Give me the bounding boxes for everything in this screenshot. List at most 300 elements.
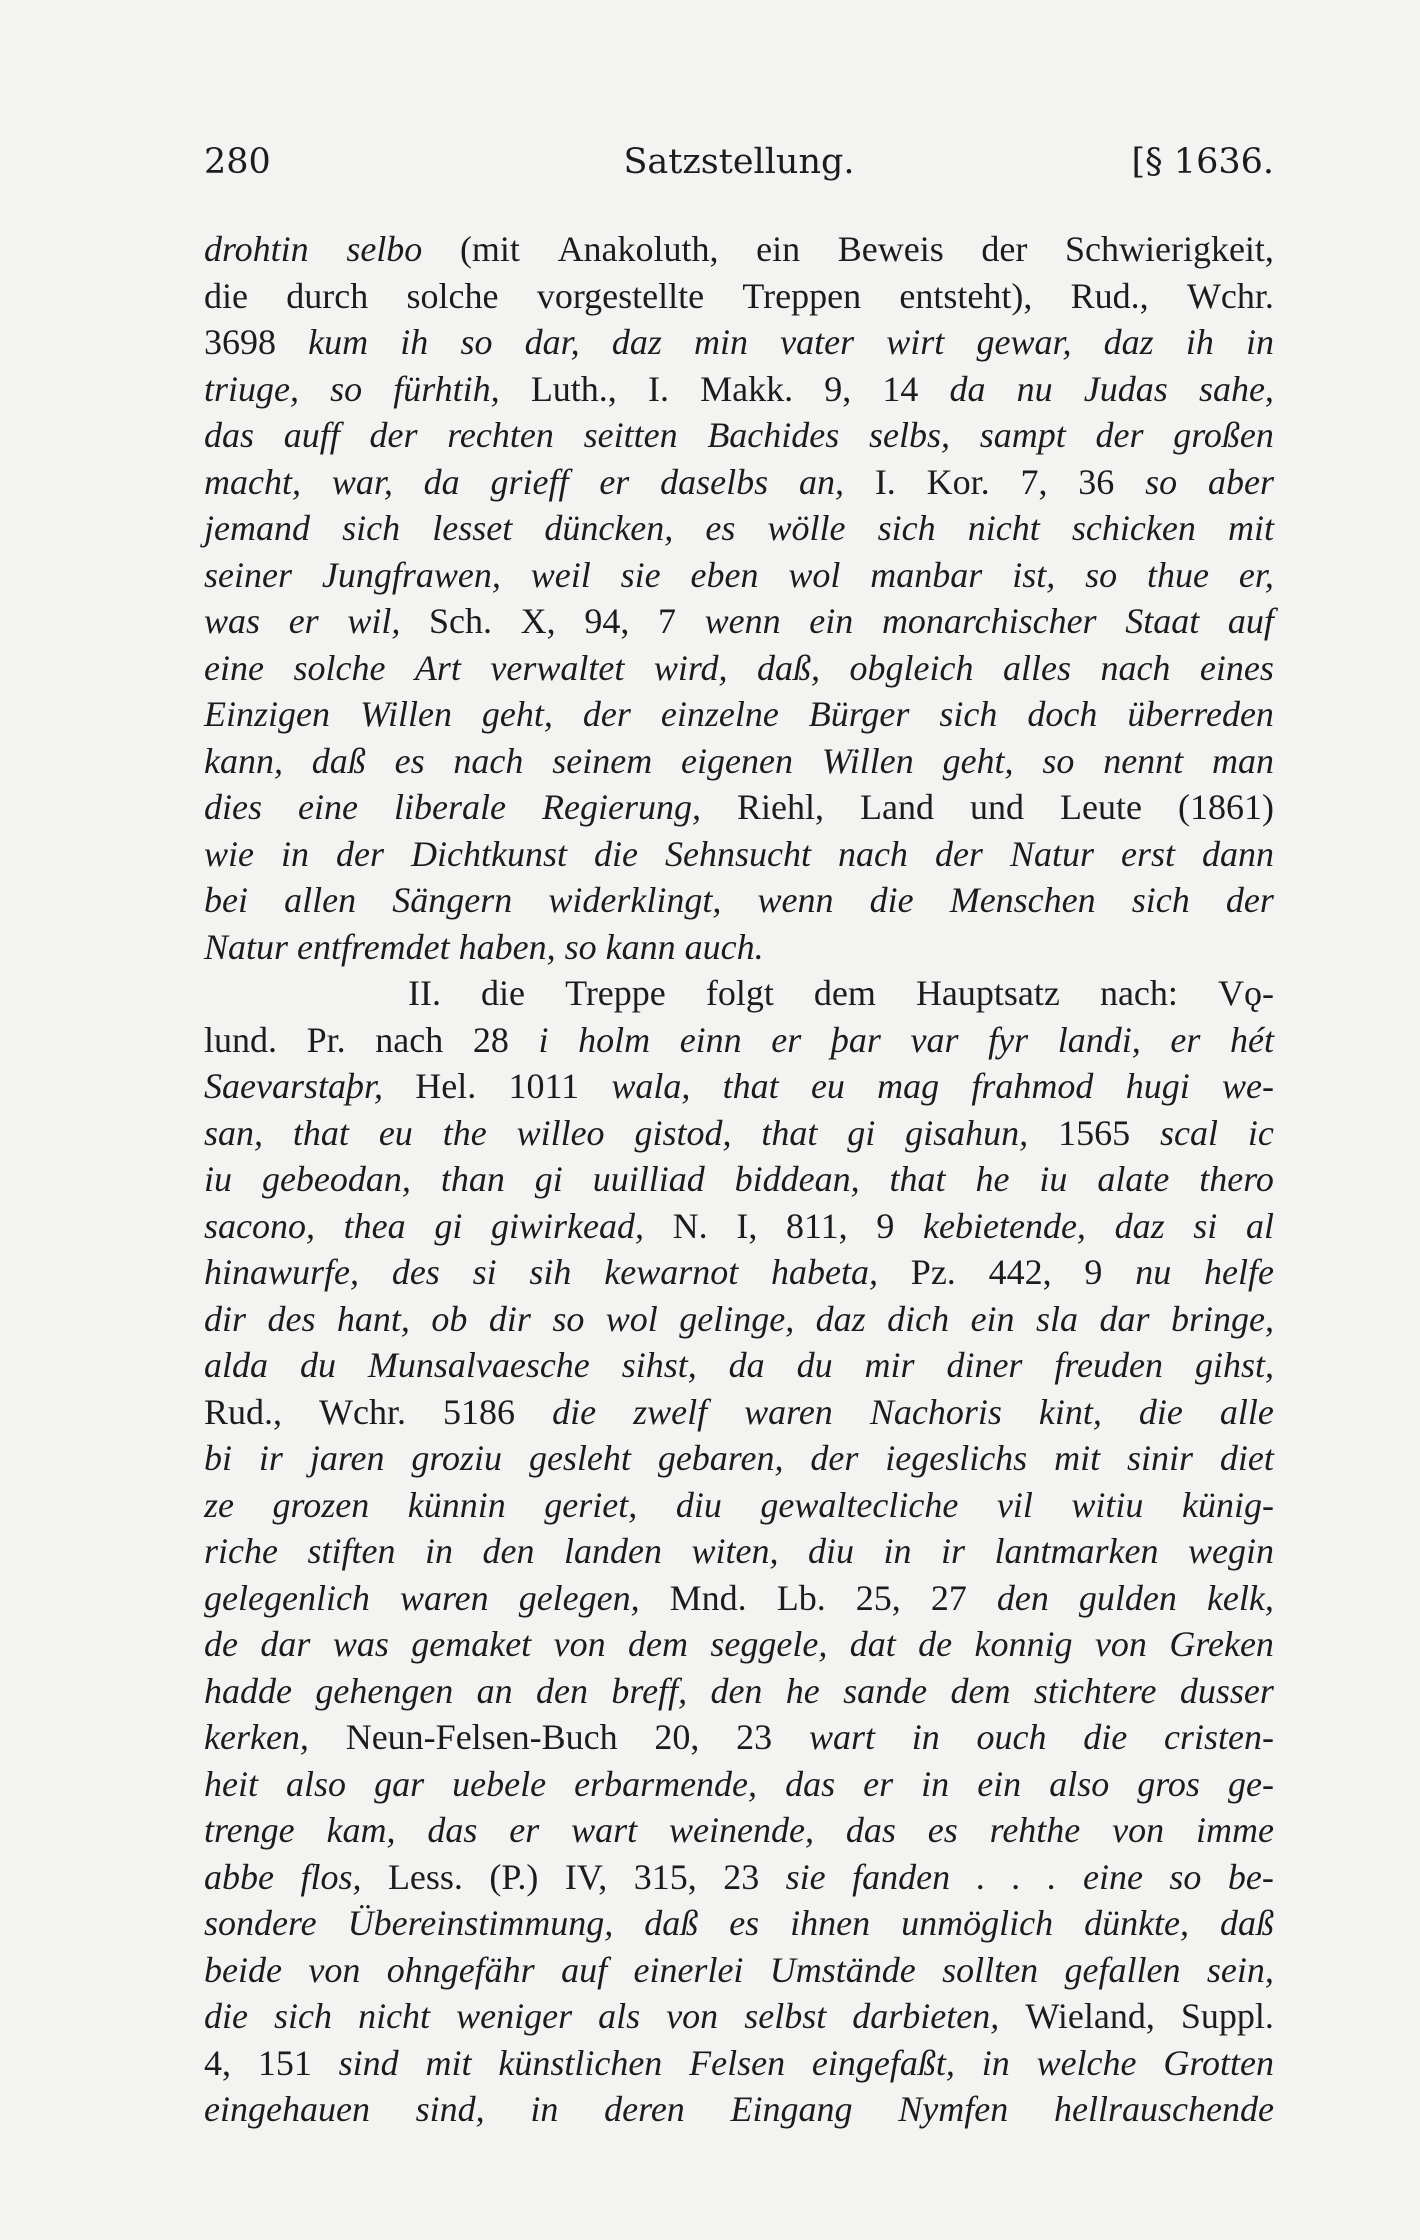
word: und (969, 787, 1024, 827)
quoted-word: unmöglich (901, 1903, 1054, 1943)
quoted-word: Menschen (949, 880, 1096, 920)
quoted-word: iu (1039, 1159, 1068, 1199)
text-line (204, 1993, 1274, 2040)
quoted-word: Willen (359, 694, 452, 734)
quoted-word: lantmarken (994, 1531, 1159, 1571)
quoted-word: seggele, (710, 1624, 828, 1664)
quoted-word: wala, (611, 1066, 691, 1106)
text-line (204, 1575, 1274, 1622)
quoted-word: er (863, 1763, 894, 1804)
word: dem (813, 973, 876, 1013)
quoted-word: seinem (552, 740, 653, 781)
quoted-word: hét (1229, 1019, 1274, 1060)
quoted-word: gistod, (634, 1112, 732, 1153)
quoted-word: von (1094, 1624, 1147, 1664)
quoted-word: der (582, 694, 631, 734)
quoted-word: riche (204, 1531, 278, 1571)
quoted-word: he (785, 1670, 820, 1711)
quoted-word: das (427, 1810, 478, 1850)
quoted-word: selbo (346, 229, 423, 269)
quoted-word: gulden (1078, 1577, 1177, 1618)
quoted-word: sein, (1206, 1949, 1274, 1990)
quoted-word: willeo (516, 1112, 605, 1153)
word: (mit (459, 229, 520, 269)
word: lund. (204, 1019, 278, 1060)
quoted-word: widerklingt, (548, 880, 722, 920)
quoted-word: habeta, (771, 1252, 878, 1292)
quoted-word: waren (399, 1577, 489, 1618)
quoted-word: dünkte, (1084, 1903, 1190, 1943)
quoted-word: war, (331, 461, 393, 502)
quoted-word: einerlei (633, 1949, 744, 1990)
text-line (204, 1156, 1274, 1203)
quoted-word: ir (258, 1438, 283, 1478)
quoted-word: sich (939, 694, 998, 734)
quoted-word: der (369, 415, 418, 455)
quoted-word: landen (563, 1531, 662, 1571)
quoted-word: daz (1103, 322, 1154, 362)
quoted-word: san, (204, 1112, 264, 1153)
word: Pr. (306, 1019, 346, 1060)
word: 9 (876, 1205, 895, 1246)
quoted-word: in (530, 2089, 559, 2129)
quoted-word: selbst (744, 1996, 827, 2036)
quoted-word: alate (1097, 1159, 1170, 1199)
quoted-word: er (509, 1810, 540, 1850)
quoted-word: geriet, (544, 1484, 638, 1525)
quoted-word: Judas (1083, 368, 1168, 409)
quoted-word: cristen- (1164, 1717, 1274, 1757)
quoted-word: entfremdet (297, 926, 459, 967)
quoted-word: gemaket (411, 1624, 532, 1664)
quoted-word: nicht (967, 508, 1040, 548)
quoted-word: giwirkead, (491, 1205, 644, 1246)
quoted-word: mag (877, 1066, 940, 1106)
quoted-word: dar (1099, 1298, 1150, 1339)
quoted-word: thue (1147, 554, 1209, 595)
quoted-word: daselbs (660, 461, 769, 502)
quoted-word: da (728, 1345, 765, 1385)
quoted-word: was (332, 1624, 389, 1664)
quoted-word: gesleht (528, 1438, 631, 1478)
quoted-word: an (476, 1670, 513, 1711)
text-line (204, 1342, 1274, 1389)
quoted-word: der (810, 1438, 859, 1478)
quoted-word: sich (342, 508, 401, 548)
quoted-word: bei (204, 880, 248, 920)
word: N. (672, 1205, 708, 1246)
quoted-word: fyr (988, 1019, 1029, 1060)
quoted-word: diu (675, 1484, 722, 1525)
quoted-word: du (299, 1345, 336, 1385)
quoted-word: düncken, (544, 508, 674, 548)
quoted-word: si (472, 1252, 497, 1292)
quoted-word: wenn (704, 601, 781, 641)
word: Anakoluth, (557, 229, 719, 269)
quoted-word: des (267, 1298, 316, 1339)
quoted-word: ih (1185, 322, 1214, 362)
quoted-word: so (460, 322, 493, 362)
quoted-word: frahmod (971, 1066, 1094, 1106)
text-line (204, 273, 1274, 320)
word: 1565 (1058, 1112, 1131, 1153)
quoted-word: kewarnot (604, 1252, 739, 1292)
quoted-word: jaren (309, 1438, 385, 1478)
quoted-word: eingefaßt, (811, 2042, 955, 2083)
word: Schwierigkeit, (1064, 229, 1274, 269)
quoted-word: witen, (691, 1531, 779, 1571)
quoted-word: alles (1002, 647, 1071, 688)
quoted-word: ic (1247, 1112, 1274, 1153)
quoted-word: die (552, 1391, 597, 1432)
text-line (204, 1296, 1274, 1343)
text-line (204, 970, 1274, 1017)
quoted-word: var (910, 1019, 959, 1060)
quoted-word: diet (1219, 1438, 1274, 1478)
quoted-word: mir (864, 1345, 915, 1385)
quoted-word: nicht (358, 1996, 431, 2036)
quoted-word: wart (808, 1717, 875, 1757)
word: entsteht), (899, 275, 1033, 316)
quoted-word: der (1095, 415, 1144, 455)
text-line (204, 1389, 1274, 1436)
quoted-word: nennt (1103, 740, 1184, 781)
text-line (204, 412, 1274, 459)
word: Hauptsatz (915, 973, 1060, 1013)
quoted-word: nach (837, 833, 908, 874)
quoted-word: sih (529, 1252, 572, 1292)
quoted-word: kint, (1038, 1391, 1102, 1432)
quoted-word: einn (679, 1019, 742, 1060)
word: Leute (1060, 787, 1142, 827)
quoted-word: das (204, 415, 255, 455)
word: 28 (472, 1019, 509, 1060)
quoted-word: holm (578, 1019, 651, 1060)
page-number: 280 (204, 142, 271, 182)
word: 27 (930, 1577, 967, 1618)
quoted-word: ze (204, 1484, 234, 1525)
quoted-word: geht, (481, 694, 553, 734)
quoted-word: als (598, 1996, 641, 2036)
quoted-word: von (666, 1996, 719, 2036)
quoted-word: Nymfen (898, 2089, 1009, 2129)
quoted-word: rehthe (989, 1810, 1081, 1850)
quoted-word: sich (877, 508, 936, 548)
quoted-word: ob (431, 1298, 468, 1339)
quoted-word: grieff (490, 461, 569, 502)
quoted-word: sich (1131, 880, 1190, 920)
quoted-word: daß (1220, 1903, 1274, 1943)
quoted-word: stichtere (1033, 1670, 1157, 1711)
quoted-word: in (883, 1531, 912, 1571)
quoted-word: was (204, 601, 261, 641)
quoted-word: obgleich (849, 647, 974, 688)
quoted-word: gebeodan, (261, 1159, 411, 1199)
quoted-word: ge- (1227, 1763, 1274, 1804)
quoted-word: kum (308, 322, 369, 362)
quoted-word: bringe, (1170, 1298, 1274, 1339)
quoted-word: es (705, 508, 736, 548)
quoted-word: sampt (979, 415, 1066, 455)
word: Suppl. (1180, 1996, 1274, 2036)
quoted-word: than (440, 1159, 505, 1199)
quoted-word: dem (950, 1670, 1011, 1711)
quoted-word: wirt (886, 322, 945, 362)
word: Pz. (910, 1252, 956, 1292)
quoted-word: Grotten (1163, 2042, 1274, 2083)
quoted-word: Übereinstimmung, (347, 1903, 614, 1943)
quoted-word: jemand (204, 508, 310, 548)
text-line (204, 598, 1274, 645)
quoted-word: von (553, 1624, 606, 1664)
quoted-word: freuden (1054, 1345, 1164, 1385)
quoted-word: Bürger (808, 694, 910, 734)
quoted-word: mit (1054, 1438, 1101, 1478)
quoted-word: gros (1137, 1763, 1200, 1804)
text-line (204, 784, 1274, 831)
quoted-word: si (1193, 1205, 1218, 1246)
word: Less. (387, 1856, 463, 1897)
quoted-word: auf (561, 1949, 608, 1990)
quoted-word: seitten (583, 415, 678, 455)
text-line (204, 1528, 1274, 1575)
quoted-word: Munsalvaesche (367, 1345, 590, 1385)
word: 1011 (508, 1066, 580, 1106)
quoted-word: Umstände (769, 1949, 916, 1990)
word: solche (406, 275, 499, 316)
quoted-word: gewar, (976, 322, 1072, 362)
quoted-word: dann (1201, 833, 1274, 874)
word: Neun-Felsen-Buch (345, 1717, 618, 1757)
quoted-word: darbieten, (852, 1996, 1000, 2036)
word: 7 (657, 601, 676, 641)
quoted-word: ein (970, 1298, 1015, 1339)
quoted-word: mit (1227, 508, 1274, 548)
word: Riehl, (736, 787, 824, 827)
quoted-word: thea (343, 1205, 406, 1246)
quoted-word: lesset (432, 508, 513, 548)
quoted-word: so (552, 1298, 585, 1339)
quoted-word: so (1085, 554, 1118, 595)
quoted-word: auf (1227, 601, 1274, 641)
quoted-word: nu (1016, 368, 1053, 409)
word: durch (286, 275, 369, 316)
quoted-word: we- (1221, 1066, 1274, 1106)
word: X, (520, 601, 556, 641)
quoted-word: haben, (458, 926, 565, 967)
text-line (204, 1854, 1274, 1901)
word: 23 (723, 1856, 760, 1897)
text-line (204, 645, 1274, 692)
quoted-word: sacono, (204, 1205, 315, 1246)
quoted-word: gisahun, (905, 1112, 1029, 1153)
quoted-word: eigenen (681, 740, 793, 781)
quoted-word: an, (798, 461, 844, 502)
quoted-word: dar, (524, 322, 580, 362)
quoted-word: daz (815, 1298, 866, 1339)
quoted-word: gar (374, 1763, 425, 1804)
quoted-word: that (761, 1112, 818, 1153)
quoted-word: du (796, 1345, 833, 1385)
quoted-word: also (286, 1763, 347, 1804)
quoted-word: dusser (1179, 1670, 1274, 1711)
text-line (204, 1249, 1274, 1296)
quoted-word: eu (378, 1112, 413, 1153)
quoted-word: Staat (1125, 601, 1200, 641)
quoted-word: den (536, 1670, 589, 1711)
quoted-word: schicken (1071, 508, 1196, 548)
word: nach: (1099, 973, 1178, 1013)
quoted-word: da (949, 368, 986, 409)
quoted-word: kann (605, 926, 685, 967)
quoted-word: eine (298, 787, 358, 827)
quoted-word: seiner (204, 554, 292, 595)
quoted-word: sahe, (1198, 368, 1274, 409)
quoted-word: erbarmende, (574, 1763, 758, 1804)
quoted-word: þar (830, 1019, 881, 1060)
text-line (204, 319, 1274, 366)
quoted-word: das (845, 1810, 896, 1850)
running-header (204, 142, 1274, 192)
quoted-word: zwelf (633, 1391, 708, 1432)
quoted-word: so (1169, 1856, 1202, 1897)
word: 3698 (204, 322, 276, 362)
quoted-word: vater (780, 322, 855, 362)
quoted-word: sla (1036, 1298, 1079, 1339)
quoted-word: allen (284, 880, 357, 920)
quoted-word: weil (530, 554, 591, 595)
word: 94, (584, 601, 630, 641)
quoted-word: gebaren, (657, 1438, 784, 1478)
quoted-word: dir (204, 1298, 247, 1339)
word: I. (647, 368, 669, 409)
quoted-word: wol (605, 1298, 658, 1339)
quoted-word: wegin (1187, 1531, 1274, 1571)
quoted-word: den (710, 1670, 763, 1711)
quoted-word: ein (809, 601, 854, 641)
word: 25, (855, 1577, 901, 1618)
quoted-word: Saevarstaþr, (204, 1066, 383, 1106)
quoted-word: so (1042, 740, 1075, 781)
quoted-word: manbar (870, 554, 983, 595)
quoted-word: wil, (347, 601, 401, 641)
quoted-word: wart (571, 1810, 638, 1850)
text-line (204, 1714, 1274, 1761)
quoted-word: kelk, (1206, 1577, 1274, 1618)
quoted-word: dies (204, 787, 262, 827)
quoted-word: liberale (394, 787, 506, 827)
text-line (204, 1482, 1274, 1529)
quoted-word: macht, (204, 461, 301, 502)
quoted-word: . (1047, 1856, 1057, 1897)
quoted-word: fürhtih, (393, 368, 500, 409)
quoted-word: thero (1199, 1159, 1274, 1199)
word: Wieland, (1025, 1996, 1155, 2036)
quoted-word: ist, (1012, 554, 1056, 595)
text-line (204, 1668, 1274, 1715)
quoted-word: Sehnsucht (664, 833, 811, 874)
quoted-word: daß, (757, 647, 821, 688)
quoted-word: konnig (974, 1624, 1073, 1664)
quoted-word: gi (847, 1112, 876, 1153)
quoted-word: biddean, (734, 1159, 860, 1199)
quoted-word: Natur (1009, 833, 1094, 874)
quoted-word: heit (204, 1763, 258, 1804)
word: 5186 (443, 1391, 516, 1432)
quoted-word: beide (204, 1949, 282, 1990)
quoted-word: den (482, 1531, 535, 1571)
quoted-word: die (594, 833, 638, 874)
quoted-word: wird, (653, 647, 728, 688)
quoted-word: in (1245, 322, 1274, 362)
quoted-word: diu (807, 1531, 854, 1571)
quoted-word: . (1012, 1856, 1022, 1897)
quoted-word: helfe (1203, 1252, 1274, 1292)
word: Rud., (1070, 275, 1149, 316)
word: 315, (633, 1856, 697, 1897)
quoted-word: einzelne (660, 694, 779, 734)
quoted-word: die (204, 1996, 248, 2036)
text-line (204, 226, 1274, 273)
paragraph (204, 970, 1274, 2133)
quoted-word: selbs, (869, 415, 951, 455)
word: 20, (654, 1717, 700, 1757)
quoted-word: that (722, 1066, 779, 1106)
quoted-word: grozen (272, 1484, 370, 1525)
quoted-word: den (996, 1577, 1049, 1618)
quoted-word: eben (690, 554, 759, 595)
quoted-word: Natur (204, 926, 298, 967)
word: I, (736, 1205, 758, 1246)
quoted-word: sind, (415, 2089, 485, 2129)
word: Treppe (565, 973, 666, 1013)
quoted-word: ihnen (790, 1903, 871, 1943)
quoted-word: überreden (1127, 694, 1274, 734)
text-line (204, 924, 1274, 971)
quoted-word: sande (843, 1670, 928, 1711)
text-line (204, 831, 1274, 878)
quoted-word: da (423, 461, 460, 502)
word: der (981, 229, 1028, 269)
word: II. (408, 973, 441, 1013)
quoted-word: daz (611, 322, 662, 362)
quoted-word: es (729, 1903, 760, 1943)
quoted-word: gi (534, 1159, 563, 1199)
word: Wchr. (319, 1391, 407, 1432)
quoted-word: Felsen (689, 2042, 786, 2083)
quoted-word: es (927, 1810, 958, 1850)
quoted-word: der (934, 833, 983, 874)
quoted-word: gefallen (1064, 1949, 1181, 1990)
word: 4, (204, 2042, 231, 2083)
quoted-word: in (921, 1763, 950, 1804)
quoted-word: . (976, 1856, 986, 1897)
quoted-word: weinende, (669, 1810, 814, 1850)
quoted-word: kam, (326, 1810, 396, 1850)
quoted-word: groziu (411, 1438, 503, 1478)
quoted-word: that (889, 1159, 946, 1199)
quoted-word: hugi (1125, 1066, 1190, 1106)
quoted-word: uebele (452, 1763, 547, 1804)
quoted-word: sihst, (621, 1345, 697, 1385)
text-line (204, 2040, 1274, 2087)
quoted-word: de (204, 1624, 238, 1664)
quoted-word: großen (1173, 415, 1274, 455)
word: nach (375, 1019, 444, 1060)
quoted-word: kann, (204, 740, 283, 781)
quoted-word: er (599, 461, 630, 502)
quoted-word: alda (204, 1345, 269, 1385)
